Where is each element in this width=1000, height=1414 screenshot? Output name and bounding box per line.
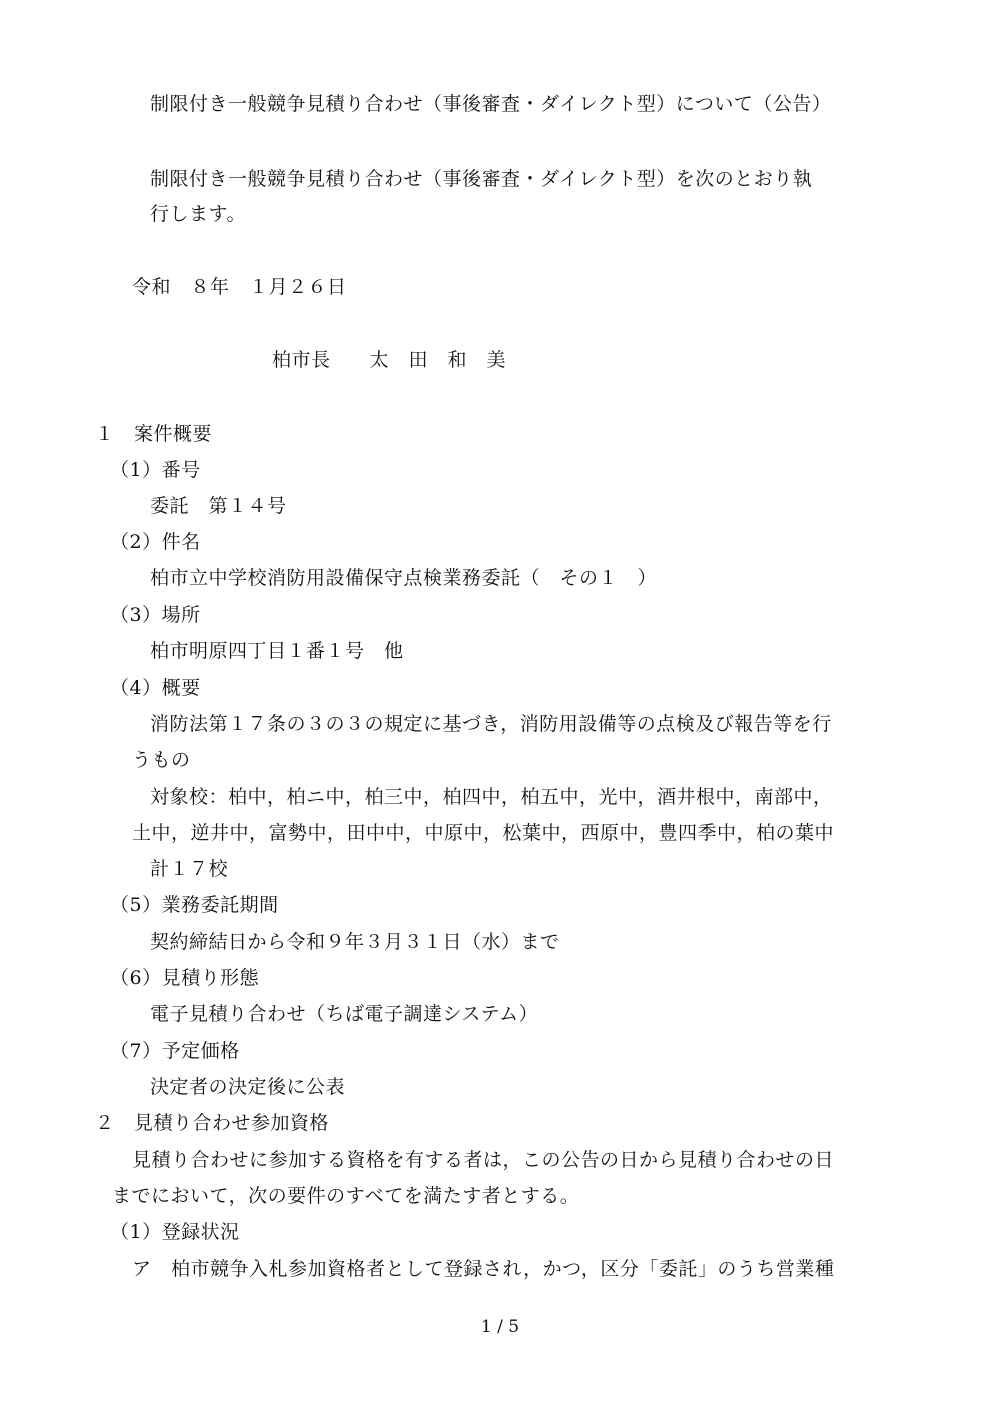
item-form-label: （6）見積り形態: [110, 967, 260, 989]
section1-heading: １ 案件概要: [95, 423, 213, 445]
item-form-value: 電子見積り合わせ（ちば電子調達システム）: [150, 1003, 539, 1025]
item-summary-line2: うもの: [132, 749, 191, 771]
item-summary-line3: 対象校：柏中，柏ニ中，柏三中，柏四中，柏五中，光中，酒井根中，南部中，: [150, 786, 833, 808]
item-summary-line1: 消防法第１７条の３の３の規定に基づき，消防用設備等の点検及び報告等を行: [150, 713, 832, 735]
notice-title: 制限付き一般競争見積り合わせ（事後審査・ダイレクト型）について（公告）: [150, 93, 832, 115]
notice-issuer: 柏市長 太 田 和 美: [272, 349, 507, 371]
item-price-value: 決定者の決定後に公表: [150, 1076, 346, 1098]
section2-heading: ２ 見積り合わせ参加資格: [95, 1112, 330, 1134]
item-summary-label: （4）概要: [110, 677, 201, 699]
section2-sub1-label: （1）登録状況: [110, 1221, 240, 1243]
item-number-value: 委託 第１４号: [150, 495, 287, 517]
item-place-label: （3）場所: [110, 604, 201, 626]
item-summary-line4: 土中，逆井中，富勢中，田中中，中原中，松葉中，西原中，豊四季中，柏の葉中: [132, 822, 835, 844]
notice-intro-line2: 行します。: [150, 203, 246, 225]
notice-date: 令和 ８年 １月２６日: [132, 276, 347, 298]
item-summary-line5: 計１７校: [150, 858, 229, 880]
item-period-label: （5）業務委託期間: [110, 894, 279, 916]
item-price-label: （7）予定価格: [110, 1040, 240, 1062]
notice-intro-line1: 制限付き一般競争見積り合わせ（事後審査・ダイレクト型）を次のとおり執: [150, 168, 813, 190]
item-place-value: 柏市明原四丁目１番１号 他: [150, 640, 404, 662]
page-number: 1 / 5: [480, 1317, 520, 1337]
section2-sub1-item-a: ア 柏市競争入札参加資格者として登録され，かつ，区分「委託」のうち営業種: [132, 1258, 835, 1280]
section2-intro-line2: までにおいて，次の要件のすべてを満たす者とする。: [112, 1185, 580, 1207]
item-title-value: 柏市立中学校消防用設備保守点検業務委託（ その１ ）: [150, 567, 658, 589]
section2-intro-line1: 見積り合わせに参加する資格を有する者は，この公告の日から見積り合わせの日: [132, 1149, 835, 1171]
item-period-value: 契約締結日から令和９年３月３１日（水）まで: [150, 931, 560, 953]
item-number-label: （1）番号: [110, 459, 201, 481]
item-title-label: （2）件名: [110, 531, 201, 553]
